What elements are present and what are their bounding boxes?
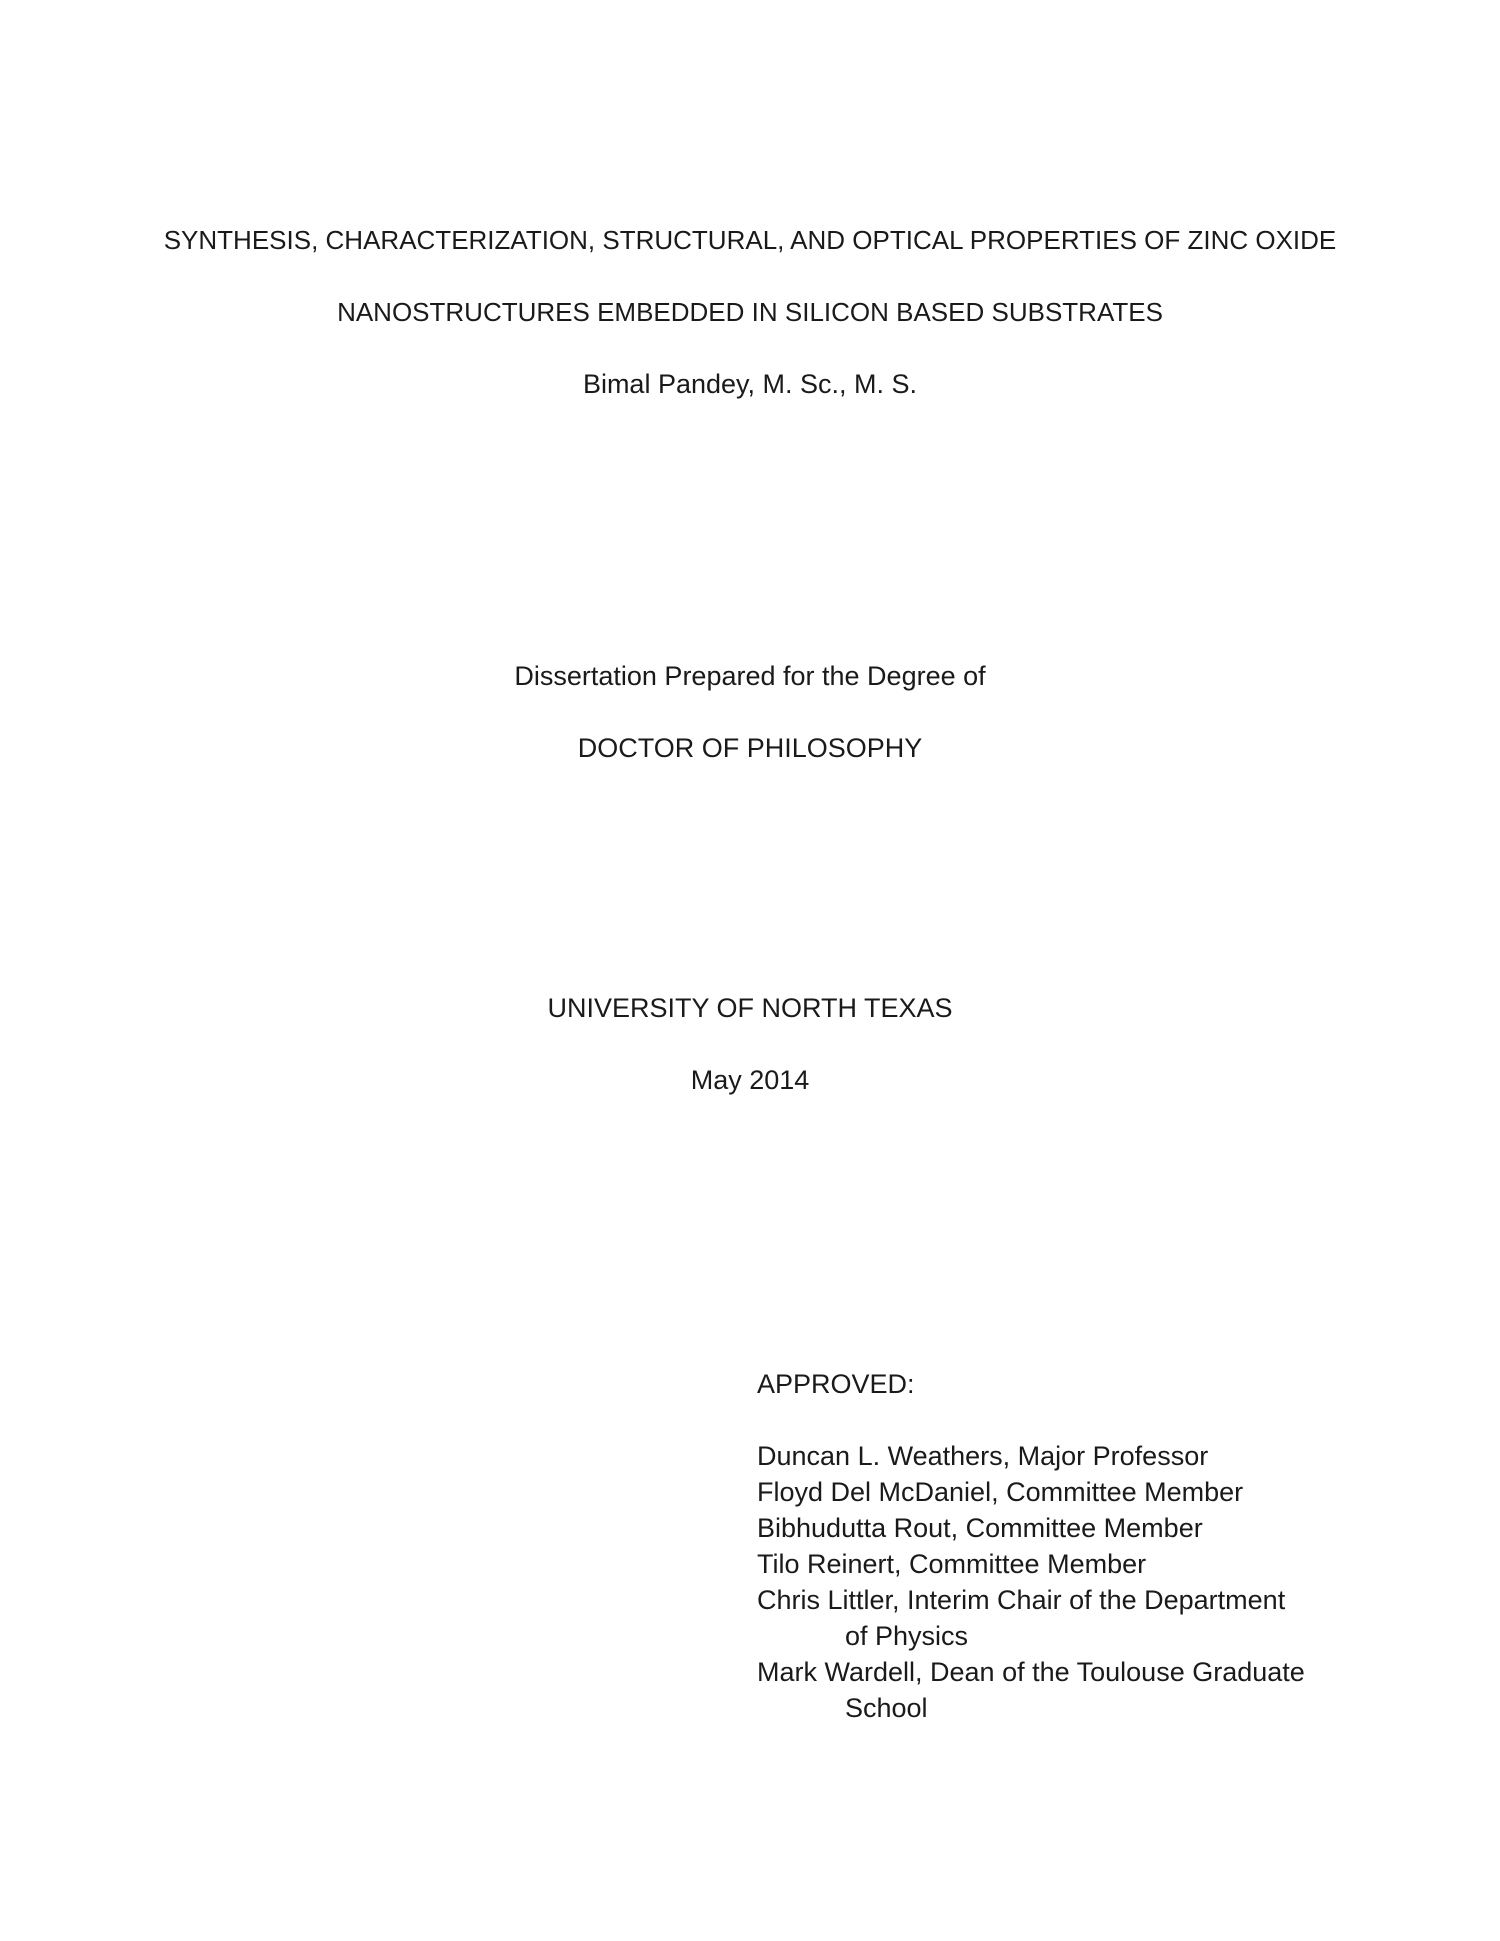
committee-member (757, 1546, 1457, 1582)
approved-label: APPROVED: (757, 1369, 915, 1399)
committee-member (757, 1654, 1457, 1726)
committee-member (757, 1510, 1457, 1546)
committee-member-line: Bibhudutta Rout, Committee Member (757, 1513, 1203, 1543)
committee-member-line: Chris Littler, Interim Chair of the Department (757, 1585, 1286, 1615)
submission-date: May 2014 (690, 1065, 810, 1095)
committee-member (757, 1474, 1457, 1510)
committee-member (757, 1438, 1457, 1474)
committee-member-line: Tilo Reinert, Committee Member (757, 1549, 1147, 1579)
author-name: Bimal Pandey, M. Sc., M. S. (582, 369, 918, 399)
dissertation-title-line-2: NANOSTRUCTURES EMBEDDED IN SILICON BASED SUBSTRATES (337, 297, 1163, 327)
approval-block (757, 1366, 1457, 1726)
committee-member-continuation: School (845, 1693, 928, 1723)
committee-list (757, 1438, 1457, 1726)
university-name: UNIVERSITY OF NORTH TEXAS (547, 993, 953, 1023)
committee-member-line: Duncan L. Weathers, Major Professor (757, 1441, 1209, 1471)
degree-name: DOCTOR OF PHILOSOPHY (577, 733, 923, 763)
committee-member-line: Mark Wardell, Dean of the Toulouse Graduate (757, 1657, 1305, 1687)
degree-statement: Dissertation Prepared for the Degree of (514, 661, 986, 691)
dissertation-title-line-1: SYNTHESIS, CHARACTERIZATION, STRUCTURAL, AND OPTICAL PROPERTIES OF ZINC OXIDE (163, 225, 1337, 255)
committee-member (757, 1582, 1457, 1654)
committee-member-line: Floyd Del McDaniel, Committee Member (757, 1477, 1244, 1507)
committee-member-continuation: of Physics (845, 1621, 969, 1651)
